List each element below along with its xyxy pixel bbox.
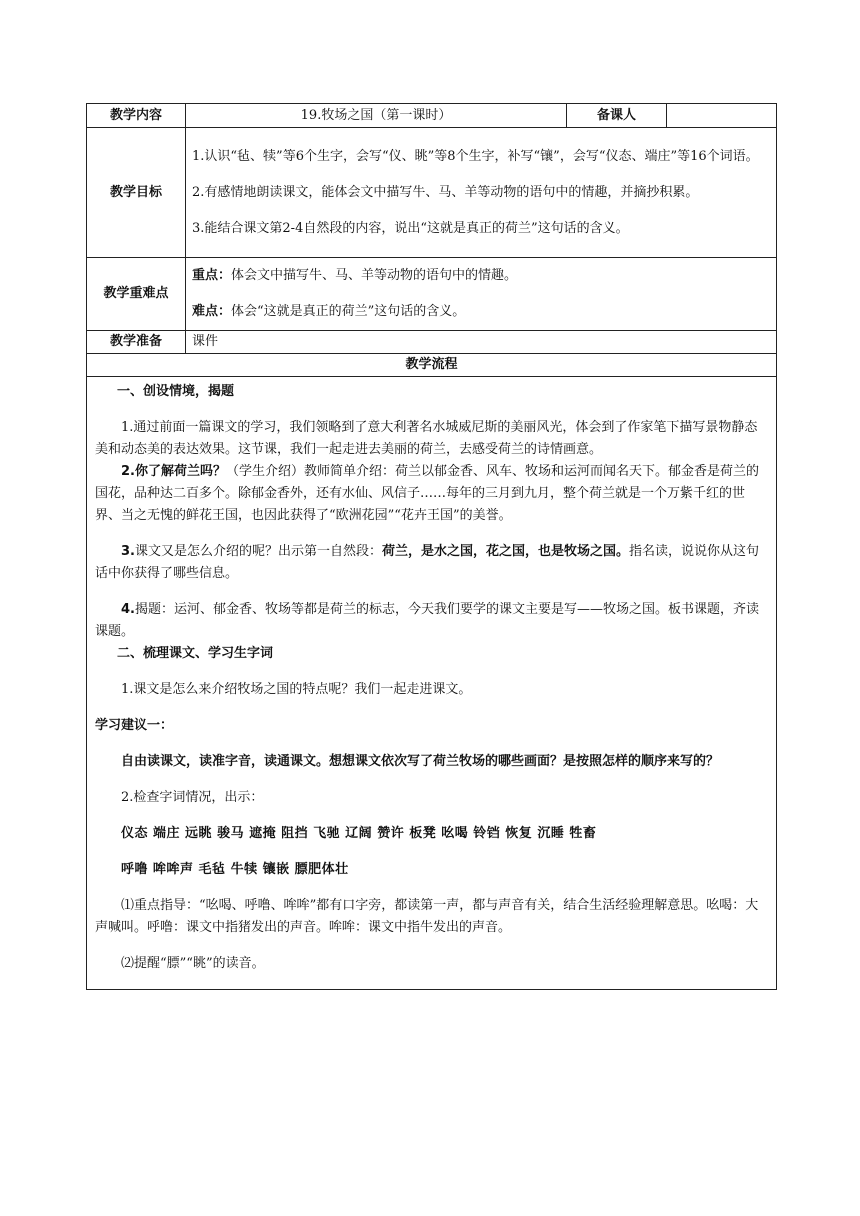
lesson-plan-table	[86, 103, 777, 990]
keypoints-label: 教学重难点	[87, 258, 186, 331]
goal-item-1: 1.认识“毡、犊”等6个生字，会写“仪、眺”等8个生字，补写“镶”，会写“仪态、端庄”等16个词语。	[192, 148, 759, 164]
keypoints-content	[186, 258, 777, 331]
prep-row	[87, 331, 777, 354]
flow-body-row	[87, 377, 777, 990]
key-label: 重点：	[192, 268, 232, 283]
flow-paragraph-5: 1.课文是怎么来介绍牧场之国的特点呢？我们一起走进课文。	[121, 682, 472, 697]
flow-paragraph-3: 3.课文又是怎么介绍的呢？出示第一自然段：荷兰，是水之国，花之国，也是牧场之国。指名读，说说你从这句话中你获得了哪些信息。	[95, 544, 760, 581]
flow-paragraph-8: ⑵提醒“膘”“眺”的读音。	[121, 956, 265, 971]
flow-paragraph-6: 2.检查字词情况，出示：	[121, 790, 264, 805]
flow-paragraph-4: 4.揭题：运河、郁金香、牧场等都是荷兰的标志，今天我们要学的课文主要是写——牧场之国。板书课题，齐读课题。	[95, 602, 759, 639]
suggestion-label: 学习建议一：	[95, 718, 174, 733]
content-label: 教学内容	[87, 104, 186, 128]
difficulty-text: 体会“这就是真正的荷兰”这句话的含义。	[231, 304, 466, 319]
goals-row	[87, 128, 777, 258]
goals-label: 教学目标	[87, 128, 186, 258]
keypoints-row	[87, 258, 777, 331]
key-sentence: 荷兰，是水之国，花之国，也是牧场之国。	[382, 544, 630, 559]
prep-label: 教学准备	[87, 331, 186, 354]
word-list-line-1: 仪态 端庄 远眺 骏马 遮掩 阻挡 飞驰 辽阔 赞许 板凳 吆喝 铃铛 恢复 沉睡 牲畜	[121, 826, 597, 841]
lesson-title: 19.牧场之国（第一课时）	[186, 104, 567, 128]
key-text: 体会文中描写牛、马、羊等动物的语句中的情趣。	[231, 268, 518, 283]
flow-title-row	[87, 354, 777, 377]
word-list-line-2: 呼噜 哞哞声 毛毡 牛犊 镶嵌 膘肥体壮	[121, 862, 349, 877]
goal-item-2: 2.有感情地朗读课文，能体会文中描写牛、马、羊等动物的语句中的情趣，并摘抄积累。	[192, 184, 699, 200]
section-2-heading: 二、梳理课文、学习生字词	[117, 646, 274, 661]
goals-content	[186, 128, 777, 258]
flow-paragraph-2: 2.你了解荷兰吗？（学生介绍）教师简单介绍：荷兰以郁金香、风车、牧场和运河而闻名天下。郁金香是荷兰的国花，品种达二百多个。除郁金香外，还有水仙、风信子……每年的三月到九月，整个荷兰就是一个万紫千红的世界、当之无愧的鲜花王国，也因此获得了“欧洲花园”“花卉王国”的美誉。	[95, 464, 760, 523]
suggestion-text: 自由读课文，读准字音，读通课文。想想课文依次写了荷兰牧场的哪些画面？是按照怎样的顺序来写的？	[121, 754, 720, 769]
section-1-heading: 一、创设情境，揭题	[117, 384, 235, 399]
preparer-value	[667, 104, 777, 128]
flow-title: 教学流程	[87, 354, 777, 377]
flow-paragraph-7: ⑴重点指导：“吆喝、呼噜、哞哞”都有口字旁，都读第一声，都与声音有关，结合生活经验理解意思。吆喝：大声喊叫。呼噜：课文中指猪发出的声音。哞哞：课文中指牛发出的声音。	[95, 898, 759, 935]
prep-value: 课件	[186, 331, 777, 354]
difficulty-label: 难点：	[192, 304, 232, 319]
header-row	[87, 104, 777, 128]
preparer-label: 备课人	[567, 104, 667, 128]
goal-item-3: 3.能结合课文第2-4自然段的内容，说出“这就是真正的荷兰”这句话的含义。	[192, 220, 629, 236]
flow-body	[87, 377, 777, 990]
flow-paragraph-1: 1.通过前面一篇课文的学习，我们领略到了意大利著名水城威尼斯的美丽风光，体会到了作家笔下描写景物静态美和动态美的表达效果。这节课，我们一起走进去美丽的荷兰，去感受荷兰的诗情画意。	[95, 420, 758, 457]
